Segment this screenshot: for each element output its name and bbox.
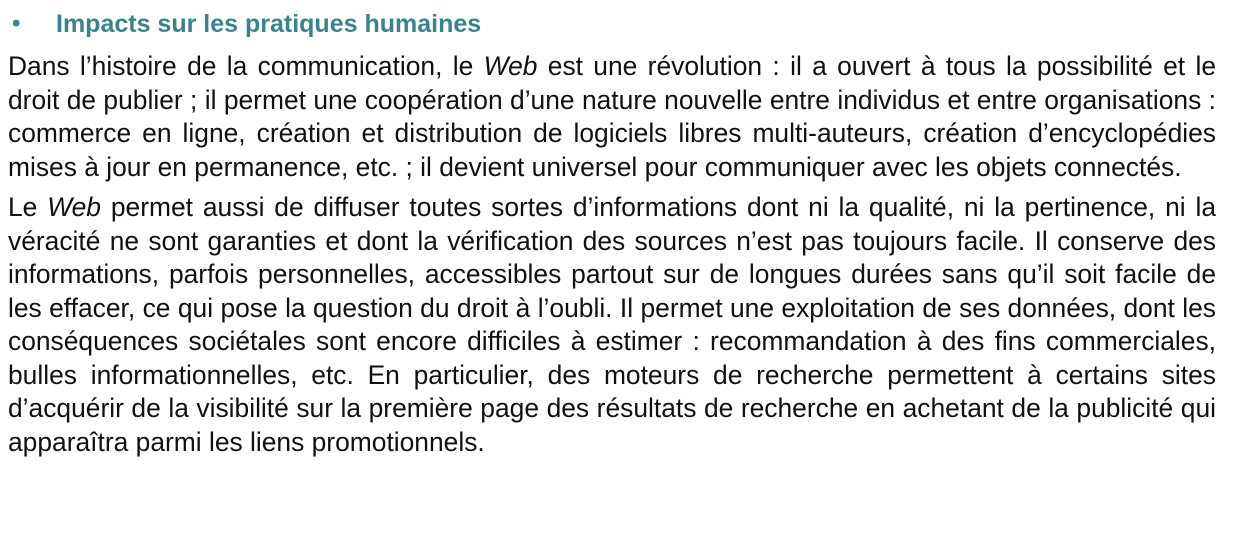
section-title: Impacts sur les pratiques humaines [56,9,482,38]
paragraph-2-text-b: permet aussi de diffuser toutes sortes d’informations dont ni la qualité, ni la pertinence, ni la véracité ne sont garanties et dont la vérification des sources n’est pas toujours facile. Il conserve des informations, parfois personnelles, accessibles partout sur de longues durées sans qu’il soit facile de les effacer, ce qui pose la question du droit à l’oubli. Il permet une exploitation de ses données, dont les conséquences sociétales sont encore difficiles à estimer : recommandation à des fins commerciales, bulles informationnelles, etc. En particulier, des moteurs de recherche permettent à certains sites d’acquérir de la visibilité sur la première page des résultats de recherche en achetant de la publicité qui apparaîtra parmi les liens promotionnels. [8,192,1216,457]
paragraph-2 [8,191,1216,459]
paragraph-1-text-a: Dans l’histoire de la communication, le [8,51,484,81]
section-heading [8,2,1216,46]
paragraph-2-text-a: Le [8,192,48,222]
paragraph-2-emphasis-web: Web [47,192,101,222]
bullet-icon: • [12,10,21,37]
paragraph-1-emphasis-web: Web [483,51,538,81]
paragraph-1-text-b: est une révolution : il a ouvert à tous la possibilité et le droit de publier ; il permet une coopération d’une nature nouvelle entre individus et entre organisations : commerce en ligne, création et distribution de logiciels libres multi-auteurs, création d’encyclopédies mises à jour en permanence, etc. ; il devient universel pour communiquer avec les objets connectés. [8,51,1216,182]
document-page [8,0,1216,459]
paragraph-1 [8,50,1216,184]
